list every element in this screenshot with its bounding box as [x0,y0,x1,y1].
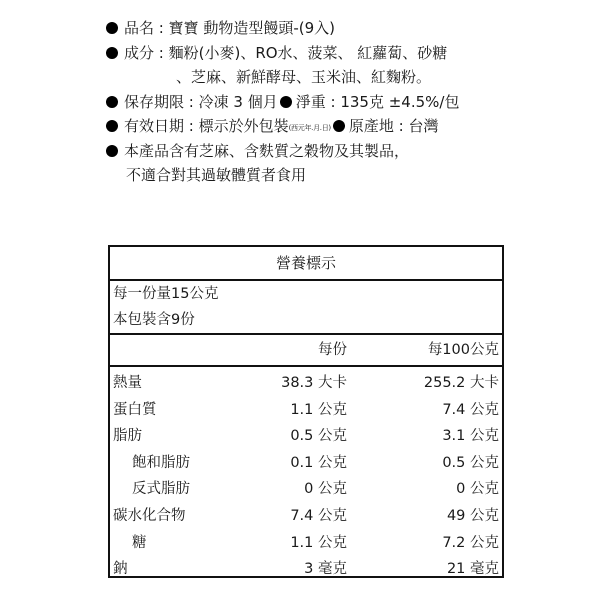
nutrient-per-serving: 0 公克 [304,481,347,498]
product-info [106,16,526,188]
expiry-format-note: (西元年.月.日) [288,124,331,132]
nutrient-per-serving: 7.4 公克 [290,507,347,524]
nutrient-row-sodium [110,556,502,583]
ingredients-continuation [106,65,526,90]
nutrient-per-serving: 3 毫克 [304,561,347,578]
nutrient-name: 飽和脂肪 [132,454,190,471]
serving-size: 每一份量15公克 [113,286,219,302]
net-weight-value: 135克 ±4.5%/包 [340,92,460,111]
nutrient-per-serving: 1.1 公克 [290,534,347,551]
bullet-icon [106,145,118,157]
nutrient-per-100g: 7.4 公克 [442,401,499,418]
bullet-icon [106,96,118,108]
shelf-life-line: 保存期限 : 冷凍 3 個月 淨重 : 135克 ±4.5%/包 [106,90,526,115]
nutrition-facts-table [108,245,504,578]
product-name-value: 寶寶 動物造型饅頭-(9入) [168,19,336,37]
nutrient-per-100g: 7.2 公克 [442,534,499,551]
nutrient-per-100g: 49 公克 [446,507,499,524]
bullet-icon [280,96,292,108]
nutrient-name: 鈉 [113,561,128,578]
expiry-value: 標示於外包裝 [198,117,289,135]
nutrient-per-100g: 3.1 公克 [442,428,499,445]
nutrient-per-100g: 0.5 公克 [442,454,499,471]
ingredients-value-line1: 麵粉(小麥)、RO水、菠菜、 紅蘿蔔、砂糖 [168,43,448,62]
nutrient-row-trans-fat [110,476,502,503]
shelf-life-value: 冷凍 3 個月 [198,92,278,111]
ingredients-label: 成分 [124,43,155,62]
nutrient-name: 蛋白質 [113,401,157,418]
allergy-continuation [106,163,526,188]
nutrient-per-100g: 21 毫克 [446,561,499,578]
nutrient-row-carbohydrate [110,503,502,530]
origin-value: 台灣 [408,117,439,135]
product-name-label: 品名 [124,19,155,37]
expiry-label: 有效日期 [124,117,185,135]
servings-per-package: 本包裝含9份 [113,312,195,328]
nutrient-row-sugar [110,530,502,557]
nutrient-name: 脂肪 [113,428,142,445]
allergy-text-line2: 不適合對其過敏體質者食用 [126,166,307,184]
nutrient-name: 糖 [132,534,147,551]
product-name-line: 品名 : 寶寶 動物造型饅頭-(9入) [106,16,526,41]
expiry-line: 有效日期 : 標示於外包裝(西元年.月.日) 原產地 : 台灣 [106,114,526,139]
nutrient-per-100g: 0 公克 [456,481,499,498]
net-weight-label: 淨重 [295,92,326,111]
nutrient-per-serving: 38.3 大卡 [281,375,347,391]
ingredients-value-line2: 、芝麻、新鮮酵母、玉米油、紅麴粉。 [176,68,432,86]
ingredients-line: 成分 : 麵粉(小麥)、RO水、菠菜、 紅蘿蔔、砂糖 [106,41,526,66]
nutrient-per-serving: 1.1 公克 [290,401,347,418]
serving-info [110,281,502,335]
nutrient-name: 碳水化合物 [113,507,186,524]
nutrient-row-energy [110,370,502,397]
bullet-icon [106,47,118,59]
nutrient-name: 反式脂肪 [132,481,190,498]
bullet-icon [106,22,118,34]
nutrient-per-serving: 0.1 公克 [290,454,347,471]
nutrient-name: 熱量 [113,375,142,391]
shelf-life-label: 保存期限 [124,92,185,111]
column-header-per-100g: 每100公克 [427,342,499,358]
origin-label: 原產地 [348,117,394,135]
column-header-per-serving: 每份 [318,342,347,358]
nutrient-per-100g: 255.2 大卡 [423,375,499,391]
allergy-text-line1: 本產品含有芝麻、含麩質之穀物及其製品， [124,141,410,160]
nutrition-title: 營養標示 [110,247,502,281]
bullet-icon [106,120,118,132]
nutrient-row-protein [110,397,502,424]
nutrient-row-saturated-fat [110,450,502,477]
allergy-line [106,139,526,164]
nutrient-per-serving: 0.5 公克 [290,428,347,445]
column-header-row [110,335,502,367]
nutrient-row-fat [110,423,502,450]
bullet-icon [333,120,345,132]
nutrient-rows [110,367,502,583]
